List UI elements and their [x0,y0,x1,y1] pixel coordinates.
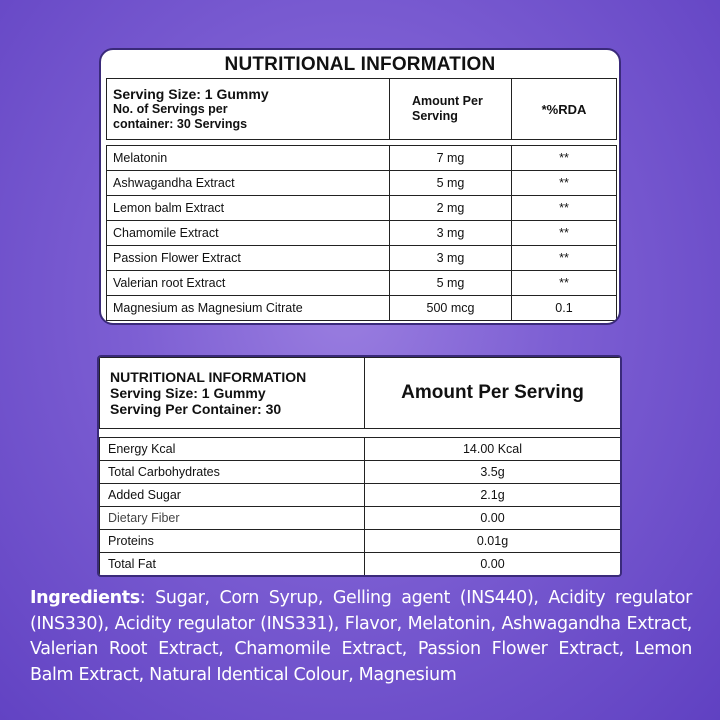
row-amount: 5 mg [390,271,512,296]
table-row [100,484,621,507]
table1-grid [106,78,617,321]
table1-amount-header-line1: Amount Per [412,94,483,108]
row-name: Proteins [100,530,365,553]
table-row [100,438,621,461]
row-rda: ** [512,271,617,296]
table-row [100,530,621,553]
row-amount: 500 mcg [390,296,512,321]
table1-rda-header: *%RDA [512,79,617,140]
table1-amount-header [390,79,512,140]
table-row [107,246,617,271]
table-row [100,553,621,576]
row-rda: ** [512,171,617,196]
table1-title: NUTRITIONAL INFORMATION [224,54,496,75]
nutrition-table-1 [99,48,621,325]
table-row [107,146,617,171]
table2-amount-header: Amount Per Serving [365,358,621,429]
table1-serving-info [107,79,390,140]
row-rda: 0.1 [512,296,617,321]
table1-serving-size: Serving Size: 1 Gummy [113,85,269,102]
row-name: Magnesium as Magnesium Citrate [107,296,390,321]
table-row [107,271,617,296]
row-amount: 2 mg [390,196,512,221]
ingredients-list: : Sugar, Corn Syrup, Gelling agent (INS440), Acidity regulator (INS330), Acidity regulator (INS331), Flavor, Melatonin, Ashwagandha Extract, Valerian Root Extract, Chamomile Extract, Passion Flower Extract, Lemon Balm Extract, Natural Identical Colour, Magnesium [30,588,692,685]
row-name: Total Carbohydrates [100,461,365,484]
row-amount: 3 mg [390,221,512,246]
row-rda: ** [512,196,617,221]
row-value: 3.5g [365,461,621,484]
row-name: Valerian root Extract [107,271,390,296]
row-name: Dietary Fiber [100,507,365,530]
nutrition-table-2 [97,355,622,577]
row-amount: 3 mg [390,246,512,271]
table1-header-row [107,79,617,140]
table2-serving-per-container: Serving Per Container: 30 [110,401,282,417]
table2-grid [99,357,621,576]
row-rda: ** [512,221,617,246]
ingredients-text [30,586,692,688]
table-row [100,507,621,530]
row-name: Chamomile Extract [107,221,390,246]
row-name: Passion Flower Extract [107,246,390,271]
row-name: Added Sugar [100,484,365,507]
table2-header-row [100,358,621,429]
row-amount: 5 mg [390,171,512,196]
row-name: Melatonin [107,146,390,171]
table2-serving-info [100,358,365,429]
ingredients-label: Ingredients [30,588,140,608]
table-row [100,461,621,484]
row-rda: ** [512,146,617,171]
table-row [107,296,617,321]
row-amount: 7 mg [390,146,512,171]
table1-servings-line1: No. of Servings per [113,101,228,116]
row-value: 0.00 [365,553,621,576]
row-name: Energy Kcal [100,438,365,461]
row-name: Total Fat [100,553,365,576]
row-rda: ** [512,246,617,271]
table1-amount-header-line2: Serving [412,109,458,123]
row-value: 0.01g [365,530,621,553]
table2-spacer [100,429,621,438]
table1-servings-line2: container: 30 Servings [113,116,248,131]
row-value: 0.00 [365,507,621,530]
table2-serving-size: Serving Size: 1 Gummy [110,385,266,401]
row-value: 14.00 Kcal [365,438,621,461]
table-row [107,196,617,221]
row-value: 2.1g [365,484,621,507]
table2-title: NUTRITIONAL INFORMATION [110,369,307,385]
row-name: Lemon balm Extract [107,196,390,221]
table-row [107,221,617,246]
row-name: Ashwagandha Extract [107,171,390,196]
table-row [107,171,617,196]
